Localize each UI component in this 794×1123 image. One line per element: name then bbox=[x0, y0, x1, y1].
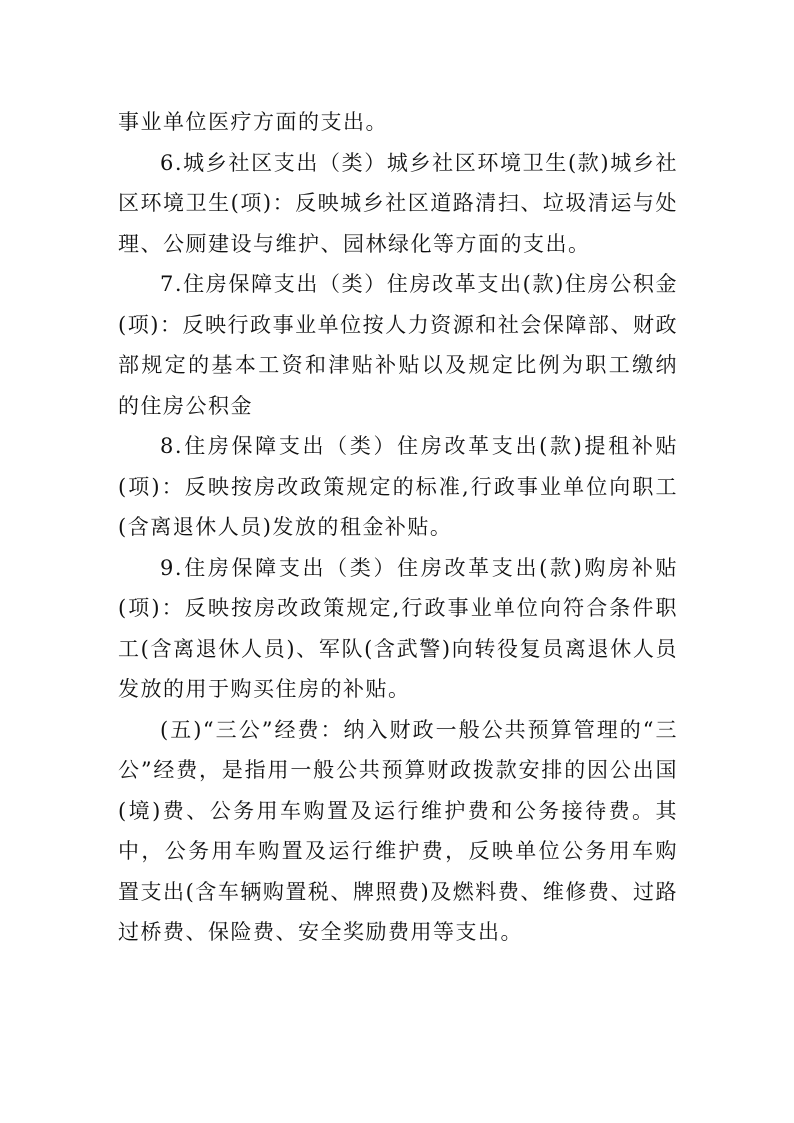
paragraph-continuation: 事业单位医疗方面的支出。 bbox=[118, 110, 388, 134]
paragraph-item-7: 7.住房保障支出（类）住房改革支出(款)住房公积金(项)：反映行政事业单位按人力资源和社会保障部、财政部规定的基本工资和津贴补贴以及规定比例为职工缴纳的住房公积金 bbox=[118, 272, 678, 418]
paragraph-item-6: 6.城乡社区支出（类）城乡社区环境卫生(款)城乡社区环境卫生(项)：反映城乡社区道路清扫、垃圾清运与处理、公厕建设与维护、园林绿化等方面的支出。 bbox=[118, 150, 678, 256]
paragraph-item-9: 9.住房保障支出（类）住房改革支出(款)购房补贴(项)：反映按房改政策规定,行政事业单位向符合条件职工(含离退休人员)、军队(含武警)向转役复员离退休人员发放的用于购买住房的补贴。 bbox=[118, 555, 678, 701]
paragraph-item-8: 8.住房保障支出（类）住房改革支出(款)提租补贴(项)：反映按房改政策规定的标准,行政事业单位向职工(含离退休人员)发放的租金补贴。 bbox=[118, 434, 678, 539]
document-body bbox=[118, 102, 678, 953]
paragraph-section-5: (五)“三公”经费：纳入财政一般公共预算管理的“三公”经费，是指用一般公共预算财政拨款安排的因公出国(境)费、公务用车购置及运行维护费和公务接待费。其中，公务用车购置及运行维护费，反映单位公务用车购置支出(含车辆购置税、牌照费)及燃料费、维修费、过路过桥费、保险费、安全奖励费用等支出。 bbox=[118, 717, 678, 944]
